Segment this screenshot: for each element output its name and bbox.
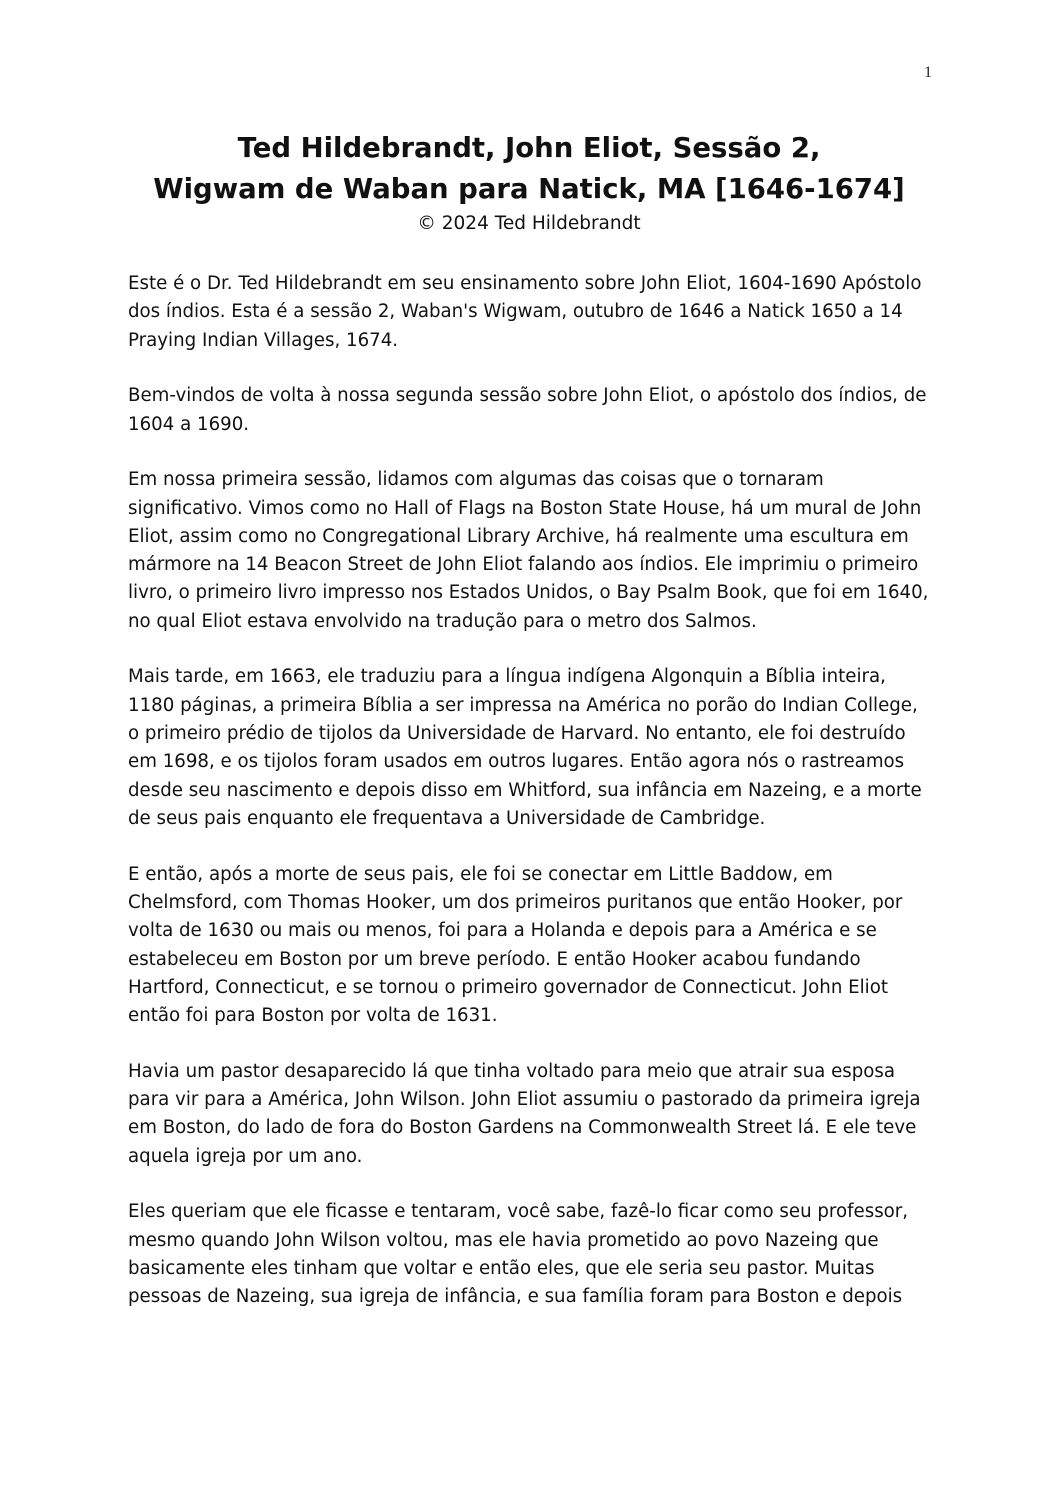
title-block [0,128,1058,236]
document-title-line-1: Ted Hildebrandt, John Eliot, Sessão 2, [237,132,821,164]
document-title-line-2: Wigwam de Waban para Natick, MA [1646-1674] [153,173,905,205]
paragraph-thomas-hooker: E então, após a morte de seus pais, ele foi se conectar em Little Baddow, em Chelmsford, com Thomas Hooker, um dos primeiros puritanos que então Hooker, por volta de 1630 ou mais ou menos, foi para a Holanda e depois para a América e se estabeleceu em Boston por um breve período. E então Hooker acabou fundando Hartford, Connecticut, e se tornou o primeiro governador de Connecticut. John Eliot então foi para Boston por volta de 1631. [128,863,903,1027]
paragraph-intro: Este é o Dr. Ted Hildebrandt em seu ensinamento sobre John Eliot, 1604-1690 Apóstolo dos índios. Esta é a sessão 2, Waban's Wigwam, outubro de 1646 a Natick 1650 a 14 Praying Indian Villages, 1674. [128,273,922,351]
paragraph-boston-pastor: Havia um pastor desaparecido lá que tinha voltado para meio que atrair sua esposa para vir para a América, John Wilson. John Eliot assumiu o pastorado da primeira igreja em Boston, do lado de fora do Boston Gardens na Commonwealth Street lá. E ele teve aquela igreja por um ano. [128,1060,921,1167]
paragraph-welcome: Bem-vindos de volta à nossa segunda sessão sobre John Eliot, o apóstolo dos índios, de 1604 a 1690. [128,385,927,435]
copyright-notice: © 2024 Ted Hildebrandt [417,213,641,234]
body-text [128,270,934,1339]
paragraph-nazeing: Eles queriam que ele ficasse e tentaram, você sabe, fazê-lo ficar como seu professor, mesmo quando John Wilson voltou, mas ele havia prometido ao povo Nazeing que basicamente eles tinham que voltar e então eles, que ele seria seu pastor. Muitas pessoas de Nazeing, sua igreja de infância, e sua família foram para Boston e depois [128,1201,909,1308]
paragraph-first-session: Em nossa primeira sessão, lidamos com algumas das coisas que o tornaram significativo. Vimos como no Hall of Flags na Boston State House, há um mural de John Eliot, assim como no Congregational Library Archive, há realmente uma escultura em mármore na 14 Beacon Street de John Eliot falando aos índios. Ele imprimiu o primeiro livro, o primeiro livro impresso nos Estados Unidos, o Bay Psalm Book, que foi em 1640, no qual Eliot estava envolvido na tradução para o metro dos Salmos. [128,469,929,632]
page-number: 1 [924,64,932,81]
paragraph-bible-translation: Mais tarde, em 1663, ele traduziu para a língua indígena Algonquin a Bíblia inteira, 1180 páginas, a primeira Bíblia a ser impressa na América no porão do Indian College, o primeiro prédio de tijolos da Universidade de Harvard. No entanto, ele foi destruído em 1698, e os tijolos foram usados em outros lugares. Então agora nós o rastreamos desde seu nascimento e depois disso em Whitford, sua infância em Nazeing, e a morte de seus pais enquanto ele frequentava a Universidade de Cambridge. [128,666,922,829]
